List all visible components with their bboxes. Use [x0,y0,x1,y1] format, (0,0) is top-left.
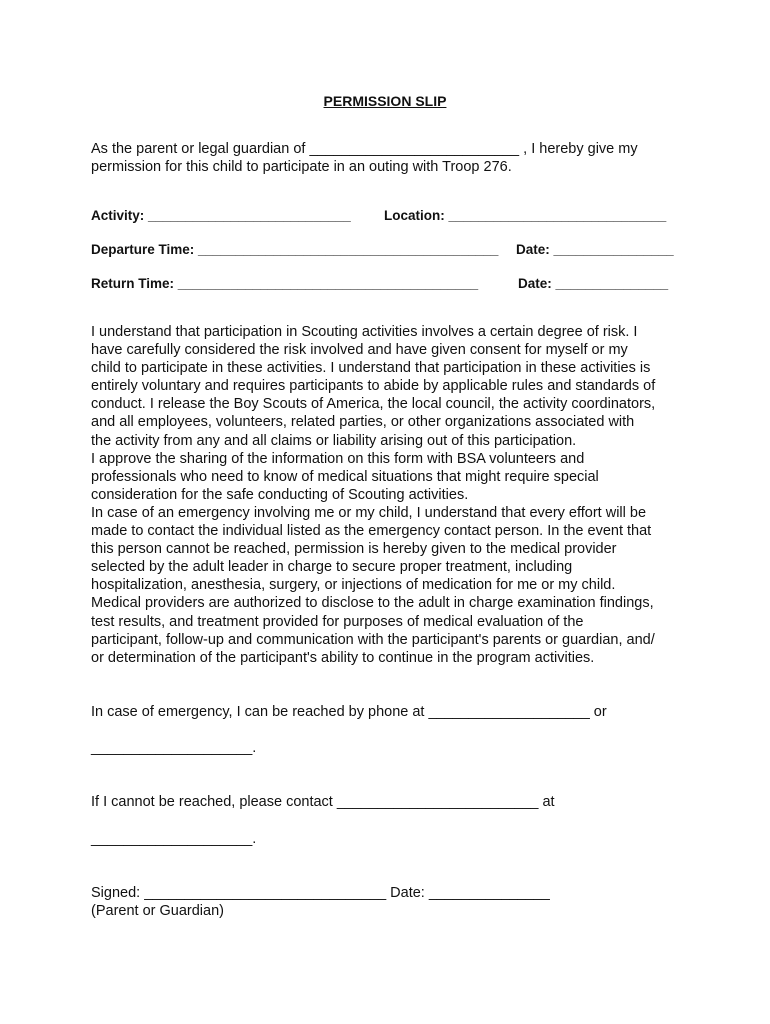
paragraph-line: or determination of the participant's ability to continue in the program activities. [91,649,595,666]
paragraph-line: selected by the adult leader in charge to secure proper treatment, including [91,559,573,576]
return-time-field: Return Time: ________________________________________ [91,276,479,291]
paragraph-line: participant, follow-up and communication with the participant's parents or guardian, and/ [91,631,655,648]
paragraph-line: Medical providers are authorized to disclose to the adult in charge examination findings, [91,595,654,612]
paragraph-line: the activity from any and all claims or liability arising out of this participation. [91,432,577,449]
paragraph-line: professionals who need to know of medical situations that might require special [91,468,599,485]
paragraph-line: entirely voluntary and requires participants to abide by applicable rules and standards of [91,378,656,395]
paragraph-line: consideration for the safe conducting of Scouting activities. [91,486,469,503]
paragraph-line: and all employees, volunteers, related parties, or other organizations associated with [91,414,635,431]
emergency-phone-line: In case of emergency, I can be reached by phone at ____________________ or [91,704,607,720]
emergency-contact-line: If I cannot be reached, please contact _________________________ at [91,794,555,810]
paragraph-line: In case of an emergency involving me or my child, I understand that every effort will be [91,504,647,521]
paragraph-line: child to participate in these activities. I understand that participation in these activities is [91,360,651,377]
intro-line-1: As the parent or legal guardian of __________________________ , I hereby give my [91,141,638,157]
paragraph-line: this person cannot be reached, permission is hereby given to the medical provider [91,541,617,558]
return-date-field: Date: _______________ [518,276,669,291]
paragraph-line: conduct. I release the Boy Scouts of America, the local council, the activity coordinators, [91,396,656,413]
activity-field: Activity: ___________________________ [91,208,351,223]
signature-line: Signed: ______________________________ Date: _______________ [91,885,550,901]
paragraph-line: made to contact the individual listed as the emergency contact person. In the event that [91,523,652,540]
departure-time-field: Departure Time: ________________________________________ [91,242,499,257]
paragraph-line: test results, and treatment provided for purposes of medical evaluation of the [91,613,584,630]
paragraph-line: have carefully considered the risk involved and have given consent for myself or my [91,342,628,359]
paragraph-line: I understand that participation in Scouting activities involves a certain degree of risk. I [91,324,638,340]
intro-line-2: permission for this child to participate in an outing with Troop 276. [91,159,512,175]
location-field: Location: _____________________________ [384,208,667,223]
departure-date-field: Date: ________________ [516,242,674,257]
emergency-phone-line-2: ____________________. [91,740,257,756]
emergency-contact-line-2: ____________________. [91,831,257,847]
paragraph-line: hospitalization, anesthesia, surgery, or injections of medication for me or my child. [91,577,616,594]
signature-role: (Parent or Guardian) [91,903,224,919]
release-paragraph [91,323,655,667]
page-title: PERMISSION SLIP [323,93,447,109]
paragraph-line: I approve the sharing of the information on this form with BSA volunteers and [91,450,585,467]
